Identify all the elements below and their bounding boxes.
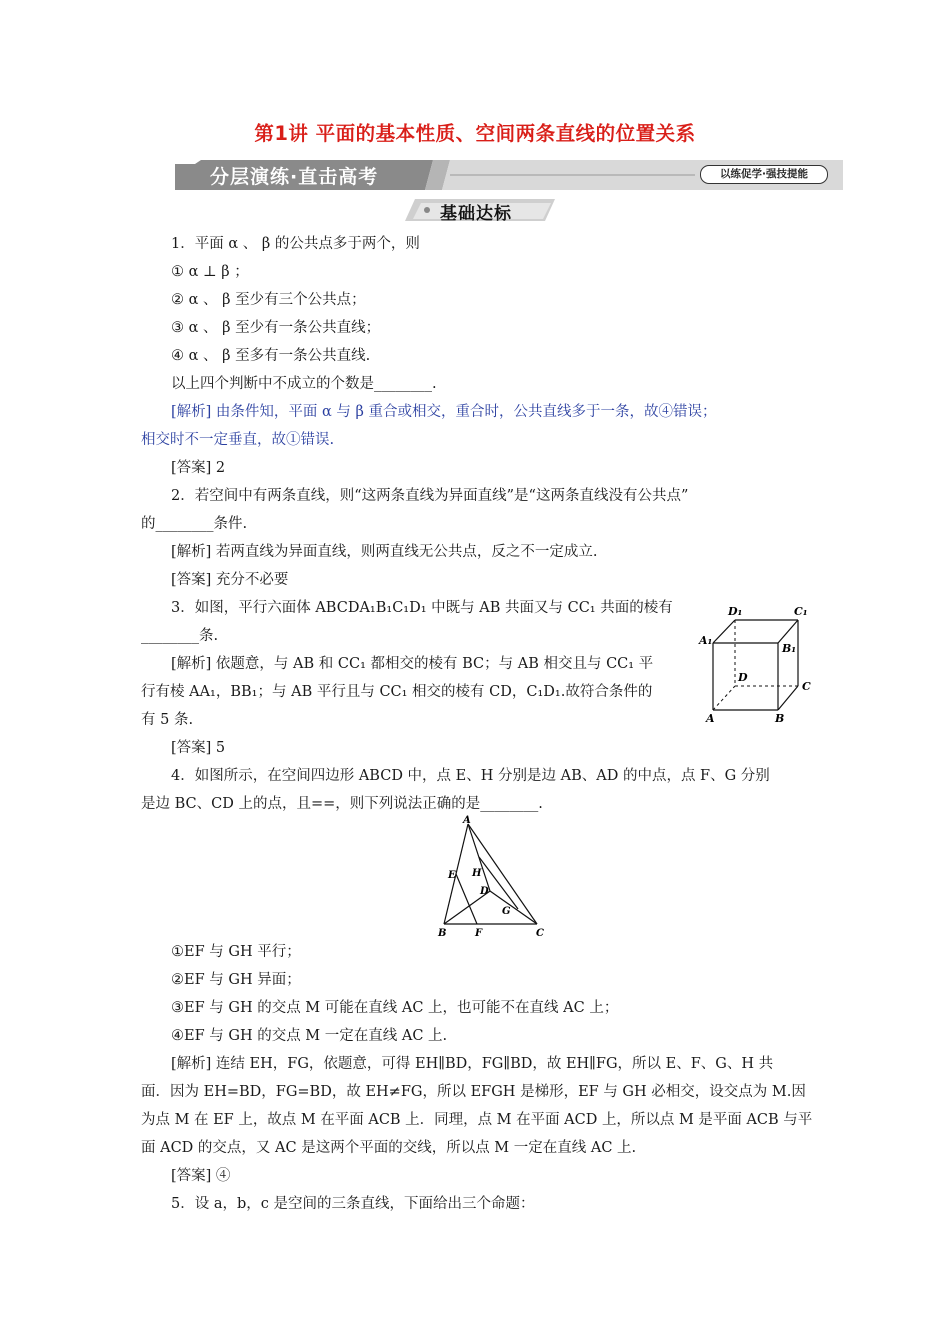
q4-answer: [答案] ④ — [171, 1168, 231, 1184]
banner-badge: 以练促学·强技提能 — [700, 165, 828, 184]
cube-label-a1: A₁ — [699, 634, 713, 647]
q1-analysis-line: 相交时不一定垂直，故①错误. — [141, 432, 335, 448]
q4-option-3: ③EF 与 GH 的交点 M 可能在直线 AC 上，也可能不在直线 AC 上； — [171, 1000, 619, 1016]
cube-label-a: A — [706, 712, 715, 725]
question-1: 1．平面 α 、 β 的公共点多于两个，则 — [171, 236, 420, 252]
tetra-label-a: A — [463, 815, 471, 826]
q2-analysis: [解析] 若两直线为异面直线，则两直线无公共点，反之不一定成立. — [171, 544, 598, 560]
tetra-label-e: E — [448, 870, 456, 881]
parallelepiped-figure — [698, 600, 816, 725]
tetra-label-b: B — [438, 928, 447, 939]
tetrahedron-figure — [432, 812, 552, 942]
q3-answer: [答案] 5 — [171, 740, 226, 756]
q4-analysis-line: 为点 M 在 EF 上，故点 M 在平面 ACB 上．同理，点 M 在平面 ACD 上，所以点 M 是平面 ACB 与平 — [141, 1112, 813, 1128]
q1-question: 以上四个判断中不成立的个数是________. — [171, 376, 437, 392]
q1-option-3: ③ α 、 β 至少有一条公共直线； — [171, 320, 381, 336]
question-3-cont: ________条. — [141, 628, 219, 644]
q1-option-4: ④ α 、 β 至多有一条公共直线. — [171, 348, 371, 364]
question-3: 3．如图，平行六面体 ABCDA₁B₁C₁D₁ 中既与 AB 共面又与 CC₁ 共面的棱有 — [171, 600, 673, 616]
tetra-label-g: G — [502, 906, 511, 917]
cube-label-d1: D₁ — [728, 605, 743, 618]
cube-label-b1: B₁ — [782, 642, 797, 655]
cube-label-b: B — [775, 712, 785, 725]
q4-option-1: ①EF 与 GH 平行； — [171, 944, 301, 960]
q1-option-2: ② α 、 β 至少有三个公共点； — [171, 292, 366, 308]
q4-analysis-line: 面．因为 EH=BD，FG=BD，故 EH≠FG，所以 EFGH 是梯形，EF 与 GH 必相交，设交点为 M.因 — [141, 1084, 806, 1100]
tetra-label-f: F — [475, 928, 483, 939]
q2-answer: [答案] 充分不必要 — [171, 572, 289, 588]
question-2-cont: 的________条件. — [141, 516, 248, 532]
page-title: 第1讲 平面的基本性质、空间两条直线的位置关系 — [254, 122, 696, 145]
section-title: 基础达标 — [440, 204, 512, 224]
q3-analysis-line: 行有棱 AA₁，BB₁；与 AB 平行且与 CC₁ 相交的棱有 CD，C₁D₁.故符合条件的 — [141, 684, 653, 700]
cube-label-d: D — [738, 671, 748, 684]
question-4-cont: 是边 BC、CD 上的点，且==，则下列说法正确的是________. — [141, 796, 543, 812]
banner-title: 分层演练·直击高考 — [210, 166, 379, 188]
q1-option-1: ① α ⊥ β ； — [171, 264, 249, 280]
cube-label-c: C — [802, 680, 811, 693]
tetra-label-c: C — [536, 928, 544, 939]
q4-analysis-line: [解析] 连结 EH，FG，依题意，可得 EH∥BD，FG∥BD，故 EH∥FG，所以 E、F、G、H 共 — [171, 1056, 774, 1072]
question-4: 4．如图所示，在空间四边形 ABCD 中，点 E、H 分别是边 AB、AD 的中点，点 F、G 分别 — [171, 768, 770, 784]
question-2: 2．若空间中有两条直线，则“这两条直线为异面直线”是“这两条直线没有公共点” — [171, 488, 689, 504]
q4-option-2: ②EF 与 GH 异面； — [171, 972, 301, 988]
q1-answer: [答案] 2 — [171, 460, 226, 476]
q4-analysis-line: 面 ACD 的交点，又 AC 是这两个平面的交线，所以点 M 一定在直线 AC 上. — [141, 1140, 637, 1156]
tetra-label-h: H — [472, 868, 482, 879]
q3-analysis-line: 有 5 条. — [141, 712, 194, 728]
q1-analysis-line: [解析] 由条件知，平面 α 与 β 重合或相交，重合时，公共直线多于一条，故④错误； — [171, 404, 717, 420]
q4-option-4: ④EF 与 GH 的交点 M 一定在直线 AC 上. — [171, 1028, 448, 1044]
question-5: 5．设 a，b，c 是空间的三条直线，下面给出三个命题： — [171, 1196, 535, 1212]
tetra-label-d: D — [480, 886, 489, 897]
cube-label-c1: C₁ — [794, 605, 808, 618]
q3-analysis-line: [解析] 依题意，与 AB 和 CC₁ 都相交的棱有 BC；与 AB 相交且与 CC₁ 平 — [171, 656, 654, 672]
